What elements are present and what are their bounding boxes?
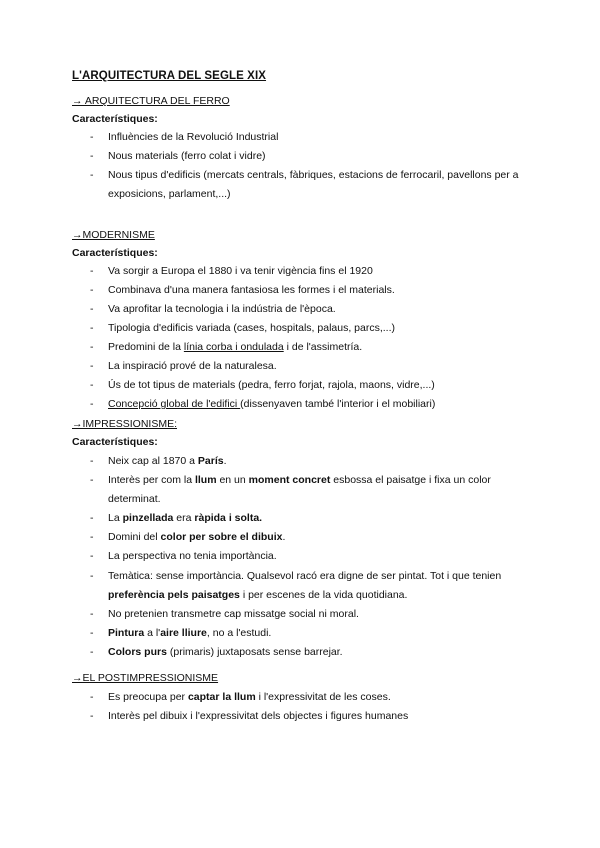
- bullet-dash: -: [90, 531, 94, 543]
- list-item-text: [108, 262, 530, 281]
- list-item: [90, 509, 530, 528]
- bullet-dash: -: [90, 131, 94, 143]
- list-item-text: [108, 528, 530, 547]
- bullet-dash: -: [90, 150, 94, 162]
- text-run: .: [282, 531, 286, 543]
- list-item-text: [108, 509, 530, 528]
- list-item-text: [108, 357, 530, 376]
- bullet-dash: -: [90, 265, 94, 277]
- text-run: i de l'assimetría.: [283, 341, 363, 353]
- list-item: [90, 128, 530, 147]
- text-run: a l': [144, 627, 161, 639]
- list-item: [90, 605, 530, 624]
- list-item: [90, 319, 530, 338]
- text-run: era: [173, 512, 195, 524]
- text-run: Va aprofitar la tecnologia i la indústria de l'època.: [108, 303, 336, 315]
- bold-text: pinzellada: [122, 512, 174, 524]
- text-run: , no a l'estudi.: [206, 627, 272, 639]
- bullet-dash: -: [90, 608, 94, 620]
- list-item: [90, 547, 530, 566]
- list-item-text: [108, 300, 530, 319]
- list-item-text: [108, 395, 530, 414]
- features-label: Característiques:: [72, 247, 158, 259]
- list-item-text: [108, 338, 530, 357]
- bullet-dash: -: [90, 284, 94, 296]
- text-run: Temàtica: sense importància. Qualsevol racó era digne de ser pintat. Tot i que tenien: [108, 570, 502, 582]
- list-item: [90, 528, 530, 547]
- text-run: Domini del: [108, 531, 161, 543]
- text-run: Tipologia d'edificis variada (cases, hospitals, palaus, parcs,...): [108, 322, 396, 334]
- bullet-dash: -: [90, 379, 94, 391]
- list-item: [90, 452, 530, 471]
- text-run: Nous tipus d'edificis (mercats centrals, fàbriques, estacions de ferrocaril, pavellons per a exposicions, parlament,...): [108, 169, 519, 200]
- bold-text: ràpida i solta.: [194, 512, 263, 524]
- list-item: [90, 395, 530, 414]
- list-item: [90, 624, 530, 643]
- document-title: L'ARQUITECTURA DEL SEGLE XIX: [72, 70, 267, 82]
- list-item: [90, 147, 530, 166]
- bullet-dash: -: [90, 646, 94, 658]
- text-run: i l'expressivitat de les coses.: [255, 691, 391, 703]
- features-label: Característiques:: [72, 113, 158, 125]
- list-item-text: [108, 281, 530, 300]
- underlined-text: Concepció global de l'edifici: [108, 398, 241, 410]
- text-run: (dissenyaven també l'interior i el mobiliari): [240, 398, 436, 410]
- text-run: No pretenien transmetre cap missatge social ni moral.: [108, 608, 359, 620]
- list-item: [90, 643, 530, 662]
- list-item-text: [108, 547, 530, 566]
- list-item: [90, 300, 530, 319]
- list-item-text: [108, 567, 530, 605]
- list-item: [90, 166, 530, 204]
- bullet-dash: -: [90, 169, 94, 181]
- section-heading: → ARQUITECTURA DEL FERRO: [72, 95, 230, 107]
- bold-text: captar la llum: [187, 691, 256, 703]
- text-run: Interès pel dibuix i l'expressivitat dels objectes i figures humanes: [108, 710, 409, 722]
- list-item: [90, 281, 530, 300]
- bold-text: preferència pels paisatges: [108, 589, 240, 601]
- list-item-text: [108, 452, 530, 471]
- bullet-dash: -: [90, 512, 94, 524]
- list-item: [90, 471, 530, 509]
- bold-text: llum: [194, 474, 217, 486]
- bullet-dash: -: [90, 341, 94, 353]
- section-heading: →EL POSTIMPRESSIONISME: [72, 672, 219, 684]
- text-run: Va sorgir a Europa el 1880 i va tenir vigència fins el 1920: [108, 265, 373, 277]
- bullet-dash: -: [90, 710, 94, 722]
- list-item: [90, 376, 530, 395]
- text-run: Influències de la Revolució Industrial: [108, 131, 279, 143]
- text-run: Combinava d'una manera fantasiosa les formes i el materials.: [108, 284, 395, 296]
- text-run: La perspectiva no tenia importància.: [108, 550, 277, 562]
- list-item: [90, 688, 530, 707]
- text-run: Ús de tot tipus de materials (pedra, ferro forjat, rajola, maons, vidre,...): [108, 379, 435, 391]
- list-item: [90, 707, 530, 726]
- bullet-dash: -: [90, 303, 94, 315]
- bold-text: moment concret: [248, 474, 331, 486]
- bullet-dash: -: [90, 627, 94, 639]
- bold-text: Colors purs: [108, 646, 167, 658]
- features-label: Característiques:: [72, 436, 158, 448]
- text-run: Es preocupa per: [108, 691, 188, 703]
- list-item: [90, 357, 530, 376]
- list-item-text: [108, 471, 530, 509]
- underlined-text: línia corba i ondulada: [183, 341, 284, 353]
- text-run: .: [223, 455, 227, 467]
- bullet-dash: -: [90, 455, 94, 467]
- list-item: [90, 262, 530, 281]
- text-run: La inspiració prové de la naturalesa.: [108, 360, 277, 372]
- text-run: en un: [216, 474, 249, 486]
- text-run: Neix cap al 1870 a: [108, 455, 198, 467]
- bold-text: Pintura: [108, 627, 145, 639]
- list-item-text: [108, 688, 530, 707]
- text-run: La: [108, 512, 123, 524]
- list-item: [90, 338, 530, 357]
- section-heading: →MODERNISME: [72, 229, 155, 241]
- bullet-dash: -: [90, 322, 94, 334]
- text-run: (primaris) juxtaposats sense barrejar.: [166, 646, 343, 658]
- bullet-dash: -: [90, 550, 94, 562]
- bullet-dash: -: [90, 570, 94, 582]
- text-run: Nous materials (ferro colat i vidre): [108, 150, 266, 162]
- list-item-text: [108, 376, 530, 395]
- bold-text: color per sobre el dibuix: [160, 531, 283, 543]
- list-item-text: [108, 643, 530, 662]
- bullet-dash: -: [90, 398, 94, 410]
- section-heading: →IMPRESSIONISME:: [72, 418, 178, 430]
- text-run: esbossa el paisatge i fixa un color determinat.: [108, 474, 491, 505]
- bullet-dash: -: [90, 691, 94, 703]
- bullet-dash: -: [90, 474, 94, 486]
- bullet-dash: -: [90, 360, 94, 372]
- text-run: i per escenes de la vida quotidiana.: [239, 589, 408, 601]
- bold-text: París: [197, 455, 224, 467]
- text-run: Predomini de la: [108, 341, 184, 353]
- list-item-text: [108, 707, 530, 726]
- list-item-text: [108, 624, 530, 643]
- list-item: [90, 567, 530, 605]
- bold-text: aire lliure: [160, 627, 207, 639]
- list-item-text: [108, 166, 530, 204]
- text-run: Interès per com la: [108, 474, 195, 486]
- list-item-text: [108, 605, 530, 624]
- list-item-text: [108, 128, 530, 147]
- list-item-text: [108, 319, 530, 338]
- list-item-text: [108, 147, 530, 166]
